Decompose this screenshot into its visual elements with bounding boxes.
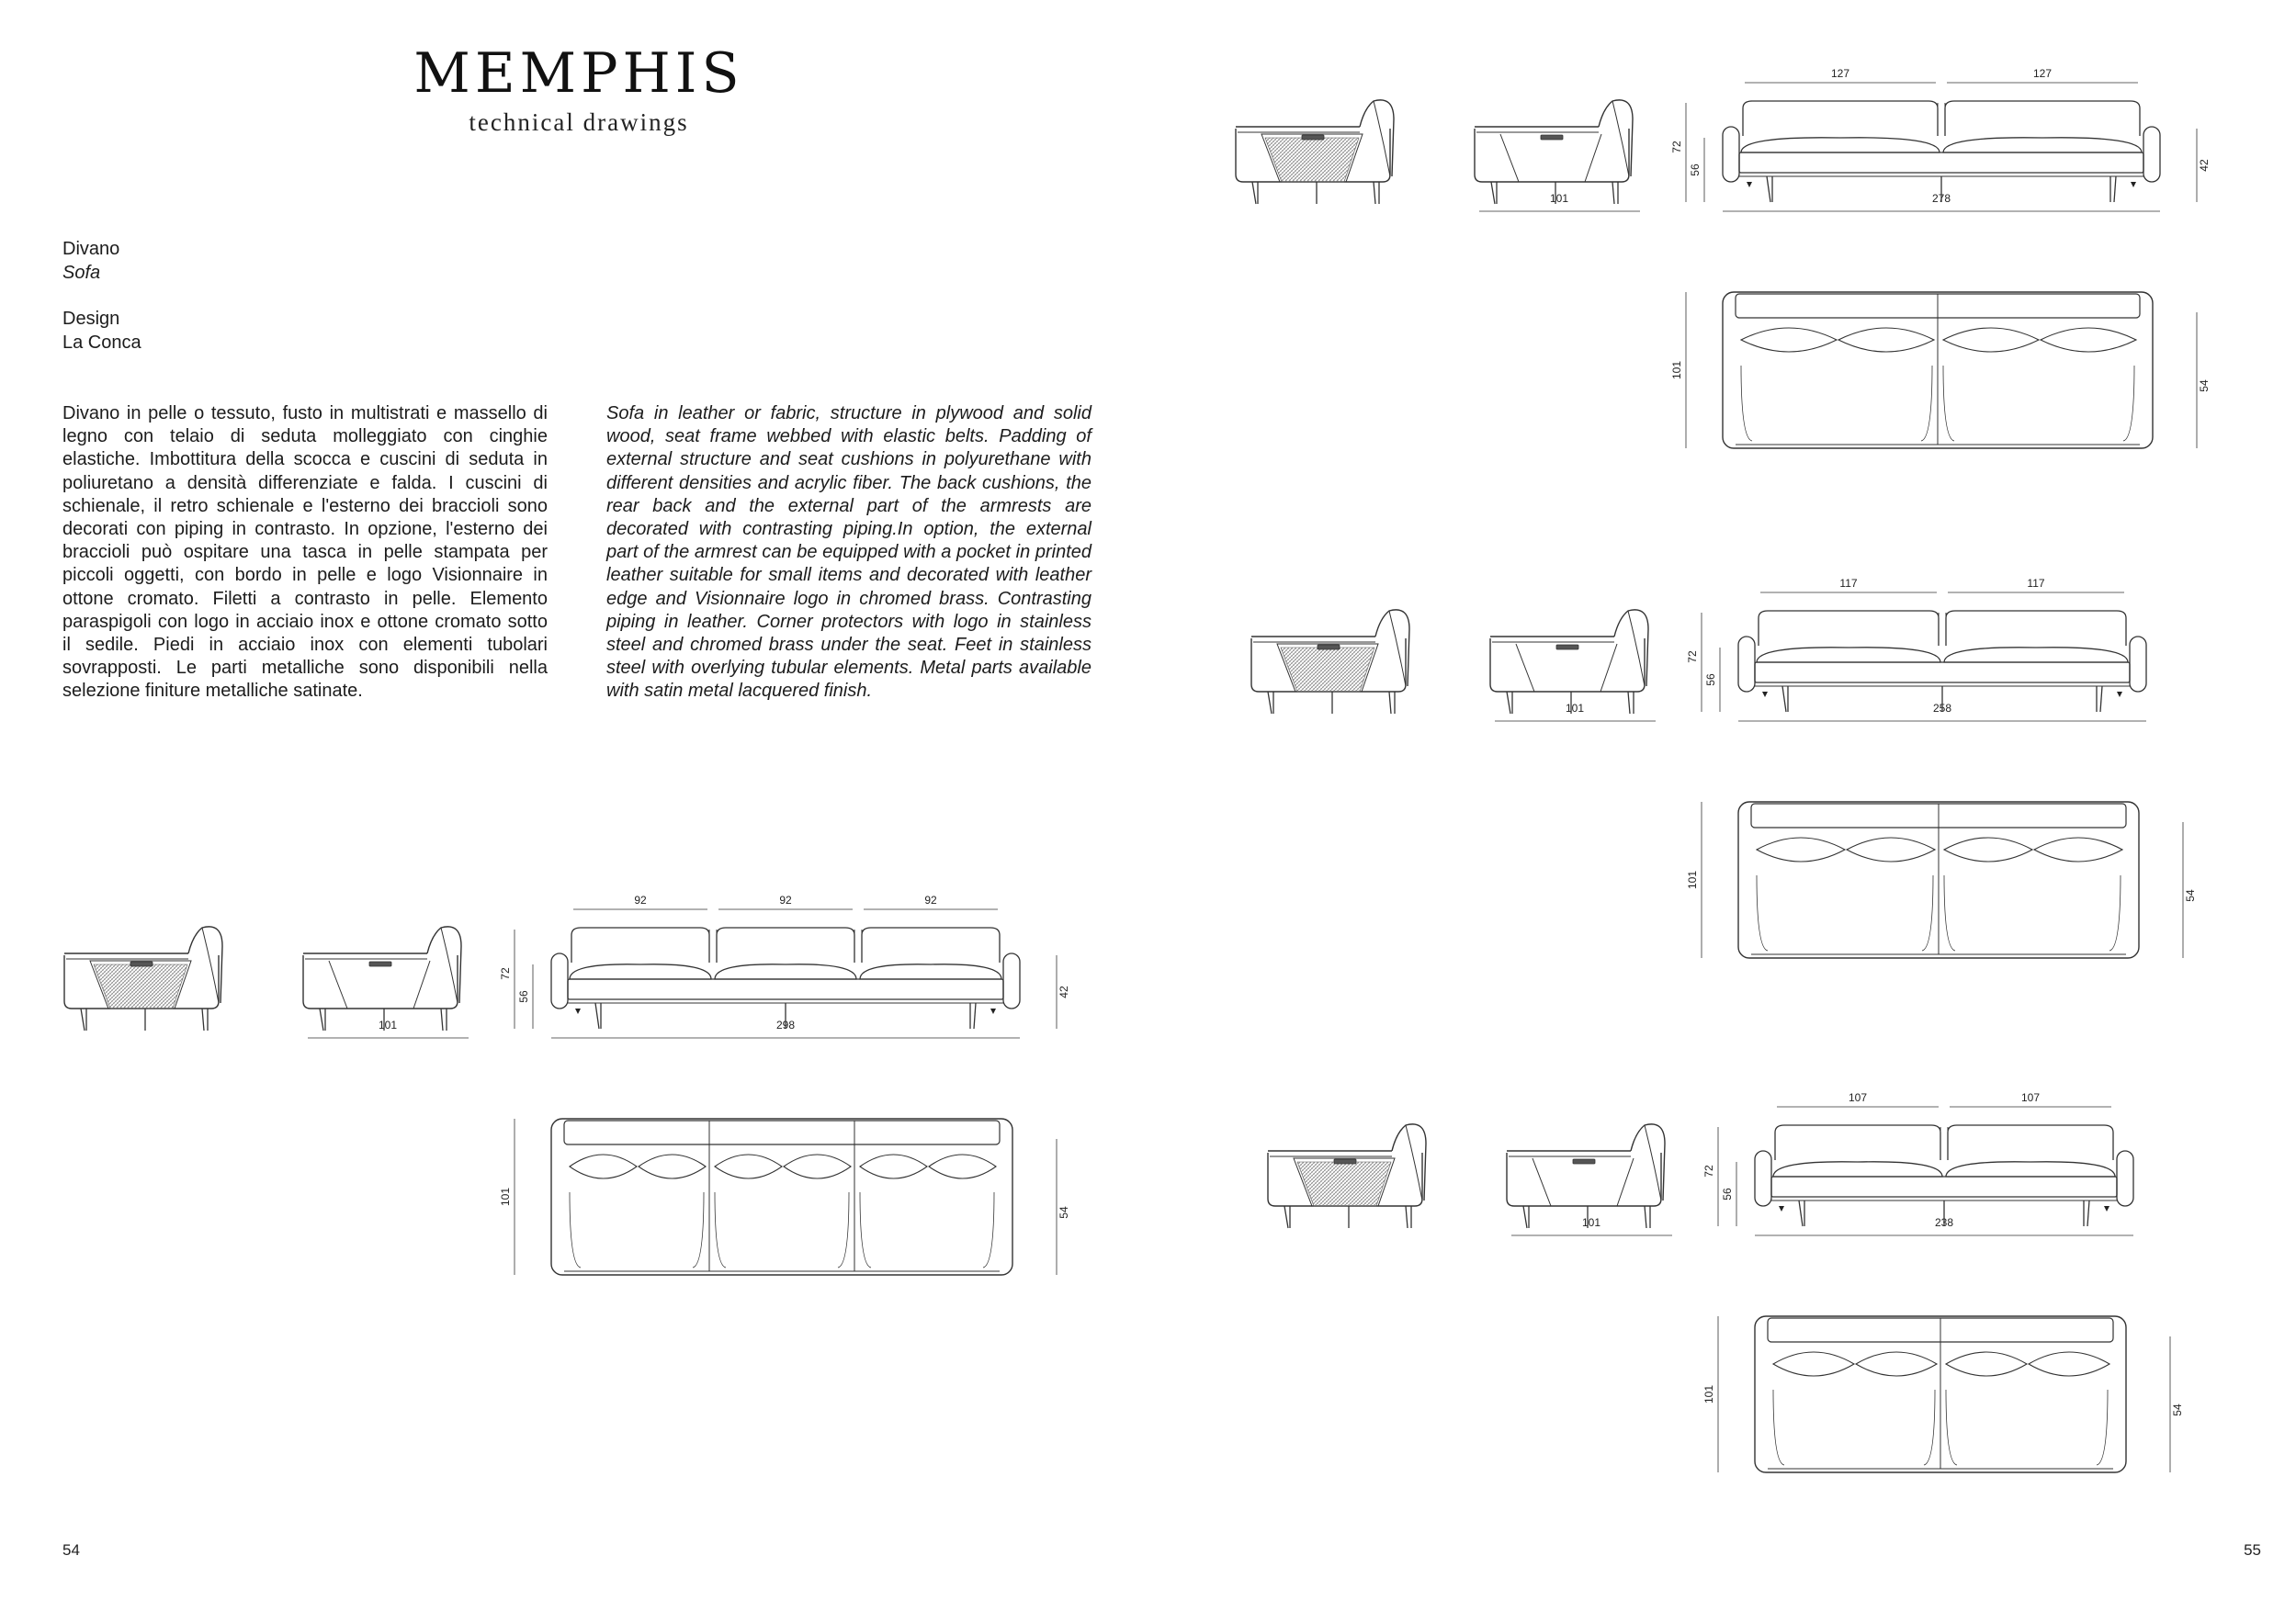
model-2-total-width-label: 278 xyxy=(1931,192,1951,205)
model-4-seat-height-label: 56 xyxy=(1721,1188,1734,1201)
product-label-en: Sofa xyxy=(62,263,101,283)
model-3-height-label: 72 xyxy=(1686,650,1699,663)
brand-title: MEMPHIS xyxy=(413,41,744,106)
model-2-seat-width-label: 127 xyxy=(2032,67,2053,80)
model-1-total-width-label: 298 xyxy=(775,1019,796,1031)
design-label: Design xyxy=(62,309,120,329)
model-1-front-view xyxy=(551,928,1020,1029)
model-3-drawing xyxy=(1495,577,2197,958)
model-1-seat-height-label: 56 xyxy=(517,990,530,1003)
model-1-height-label: 72 xyxy=(499,967,512,980)
model-4-seat-width-label: 107 xyxy=(1848,1091,1868,1104)
model-1-seat-width-label: 92 xyxy=(779,894,792,907)
model-1-drawing xyxy=(308,894,1070,1275)
model-2-plan-view xyxy=(1723,292,2153,448)
model-3-side-view xyxy=(1490,610,1648,714)
model-3-total-width-label: 258 xyxy=(1932,702,1952,715)
model-4-plan-seat-depth-label: 54 xyxy=(2171,1403,2184,1416)
model-1-plan-depth-label: 101 xyxy=(499,1187,512,1207)
model-4-total-width-label: 238 xyxy=(1934,1216,1954,1229)
description-english: Sofa in leather or fabric, structure in plywood and solid wood, seat frame webbed with elastic belts. Padding of external structure and seat cushions in polyurethane with different densities and acrylic fiber. The back cushions, the rear back and the external part of the armrests are decorated with contrasting piping.In option, the external part of the armrest can be equipped with a pocket in printed leather suitable for small items and decorated with leather edge and Visionnaire logo in chromed brass. Contrasting piping in leather. Corner protectors with logo in stainless steel and chromed brass under the seat. Feet in stainless steel with overlying tubular elements. Metal parts available with satin metal lacquered finish. xyxy=(606,403,1091,702)
model-3-plan-depth-label: 101 xyxy=(1686,870,1699,890)
page-number-right: 55 xyxy=(2244,1541,2261,1559)
model-2-front-view xyxy=(1723,101,2160,202)
model-2-side-view xyxy=(1475,100,1633,204)
model-1-side-view-pocket xyxy=(64,927,222,1031)
product-label-it: Divano xyxy=(62,239,120,259)
model-3-front-view xyxy=(1738,611,2146,712)
model-3-side-view-pocket xyxy=(1251,610,1409,714)
model-3-seat-height-label: 56 xyxy=(1704,673,1717,686)
model-1-seat-width-label: 92 xyxy=(634,894,647,907)
model-4-plan-depth-label: 101 xyxy=(1702,1384,1715,1404)
page-number-left: 54 xyxy=(62,1541,80,1559)
model-4-plan-view xyxy=(1755,1316,2126,1472)
model-1-side-depth-label: 101 xyxy=(378,1019,398,1031)
model-2-height-label: 72 xyxy=(1670,141,1683,153)
model-2-arm-height-label: 42 xyxy=(2198,159,2211,172)
model-2-plan-seat-depth-label: 54 xyxy=(2198,379,2211,392)
model-2-seat-width-label: 127 xyxy=(1830,67,1850,80)
model-1-plan-seat-depth-label: 54 xyxy=(1058,1206,1070,1219)
model-4-front-view xyxy=(1755,1125,2133,1226)
model-2-seat-height-label: 56 xyxy=(1689,163,1702,176)
model-3-seat-width-label: 117 xyxy=(2027,577,2045,590)
model-4-seat-width-label: 107 xyxy=(2020,1091,2041,1104)
model-3-seat-width-label: 117 xyxy=(1839,577,1858,590)
model-2-side-depth-label: 101 xyxy=(1549,192,1569,205)
description-italian: Divano in pelle o tessuto, fusto in multistrati e massello di legno con telaio di seduta molleggiato con cinghie elastiche. Imbottitura della scocca e cuscini di seduta in poliuretano a densità differenziate e falda. I cuscini di schienale, il retro schienale e l'esterno dei braccioli sono decorati con piping in contrasto. In opzione, l'esterno dei braccioli può ospitare una tasca in pelle stampata per piccoli oggetti, con bordo in pelle e logo Visionnaire in ottone cromato. Filetti a contrasto in pelle. Elemento paraspigoli con logo in acciaio inox e ottone cromato sotto il sedile. Piedi in acciaio inox con elementi tubolari sovrapposti. Le parti metalliche sono disponibili nella selezione finiture metalliche satinate. xyxy=(62,403,548,702)
model-2-side-view-pocket xyxy=(1236,100,1394,204)
designer-name: La Conca xyxy=(62,333,141,353)
model-1-seat-width-label: 92 xyxy=(924,894,937,907)
model-4-side-view-pocket xyxy=(1268,1124,1426,1228)
model-1-arm-height-label: 42 xyxy=(1058,986,1070,998)
model-2-drawing xyxy=(1479,67,2211,448)
model-4-height-label: 72 xyxy=(1702,1165,1715,1178)
model-1-plan-view xyxy=(551,1119,1012,1275)
model-4-side-depth-label: 101 xyxy=(1581,1216,1601,1229)
model-3-plan-view xyxy=(1738,802,2139,958)
model-4-side-view xyxy=(1507,1124,1665,1228)
model-1-side-view xyxy=(303,927,461,1031)
model-2-plan-depth-label: 101 xyxy=(1670,360,1683,380)
model-3-plan-seat-depth-label: 54 xyxy=(2184,889,2197,902)
model-3-side-depth-label: 101 xyxy=(1565,702,1585,715)
model-4-drawing xyxy=(1511,1091,2184,1472)
brand-subtitle: technical drawings xyxy=(469,108,689,136)
